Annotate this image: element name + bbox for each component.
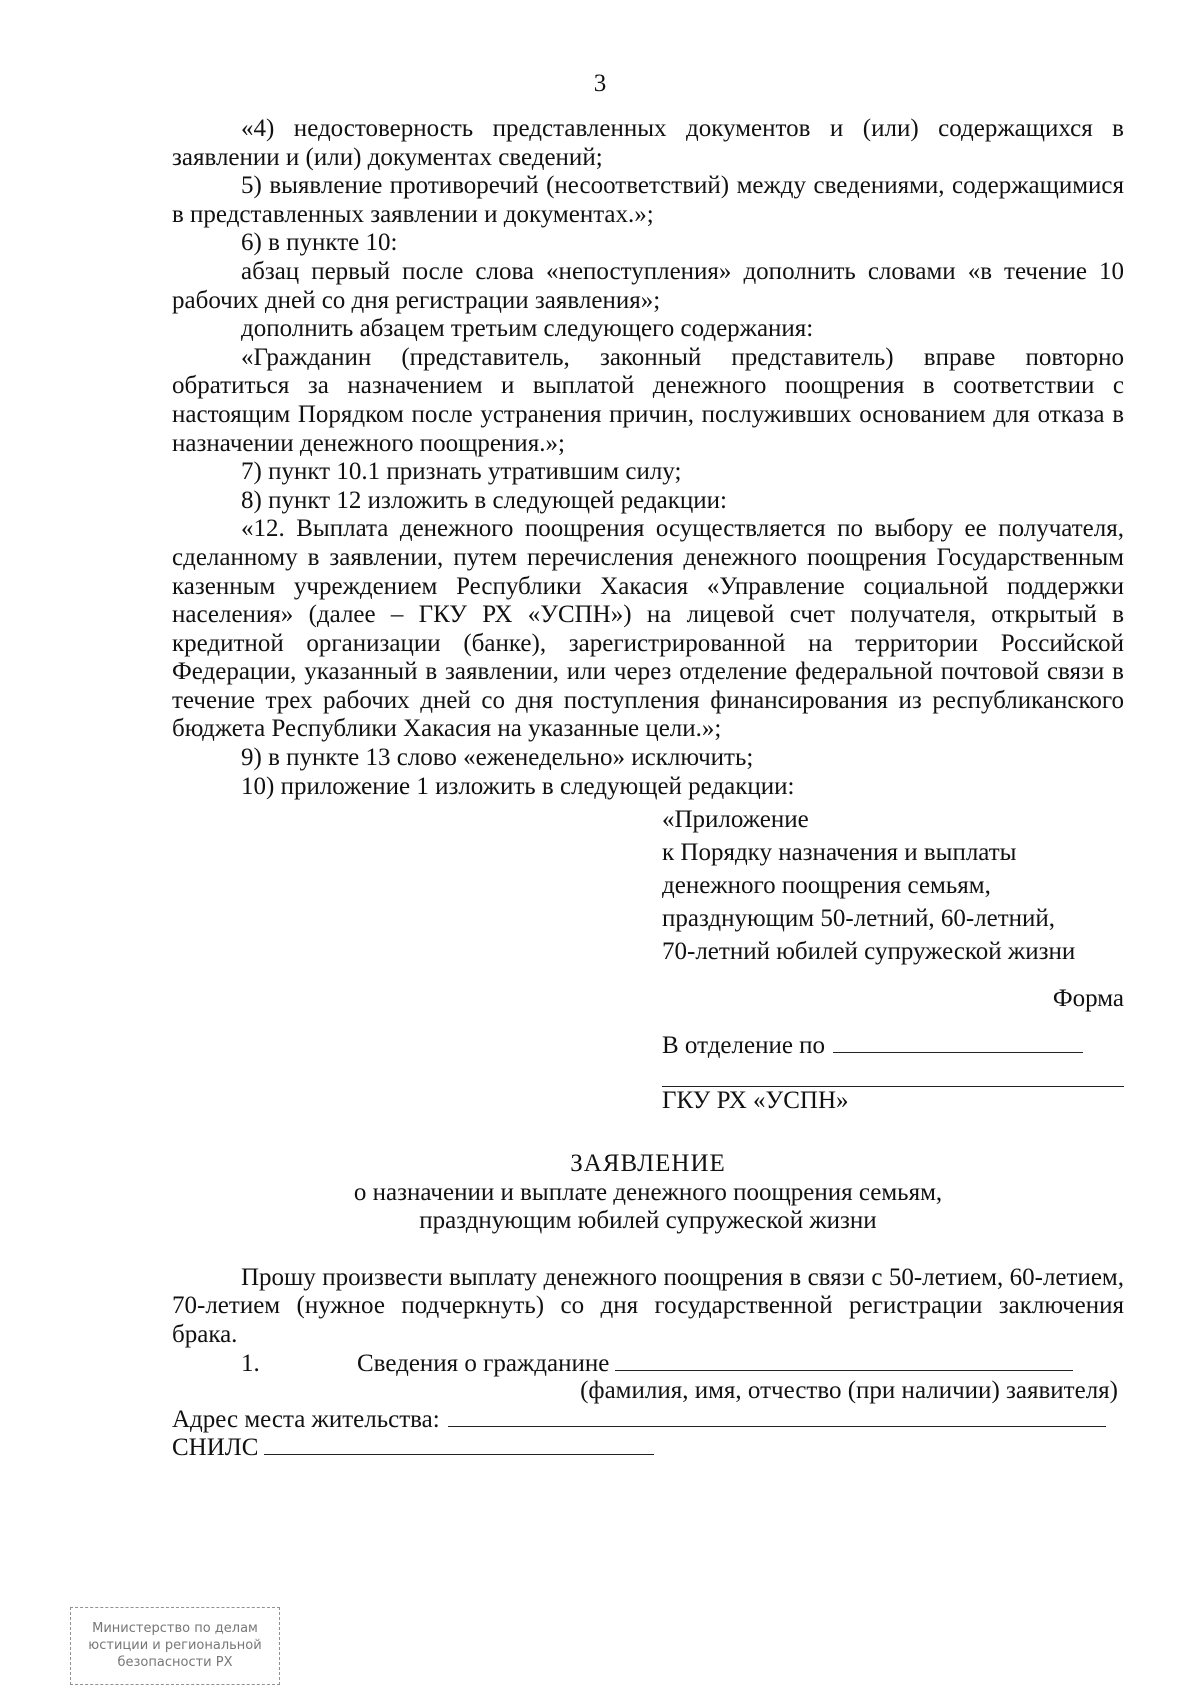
snils-label: СНИЛС [172,1434,259,1462]
statement-request: Прошу произвести выплату денежного поощрения в связи с 50-летием, 60-летием, 70-летием (нужное подчеркнуть) со дня государственной регистрации заключения брака. [172,1263,1124,1348]
document-body [172,115,1124,1463]
ministry-stamp [70,1607,280,1685]
snils-field-row [172,1434,1124,1463]
address-field-row [172,1406,1124,1435]
addressee-org: ГКУ РХ «УСПН» [662,1087,849,1115]
appendix-header [662,803,1124,968]
citizen-label: Сведения о гражданине [357,1349,610,1377]
paragraph-item-8: 8) пункт 12 изложить в следующей редакции: [241,486,727,514]
department-blank[interactable] [833,1032,1083,1053]
department-blank-2[interactable] [662,1066,1124,1087]
paragraph-item-7: 7) пункт 10.1 признать утратившим силу; [241,458,682,486]
paragraph-item-9: 9) в пункте 13 слово «еженедельно» исключить; [241,744,754,772]
paragraph-first-abzac: абзац первый после слова «непоступления» дополнить словами «в течение 10 рабочих дней со дня регистрации заявления»; [172,257,1124,314]
stamp-line: Министерство по делам [92,1621,258,1636]
page-number: 3 [593,70,607,97]
address-blank[interactable] [448,1406,1106,1427]
citizen-field-row [172,1350,1124,1379]
addressee-prefix: В отделение по [662,1031,826,1059]
statement-subtitle: о назначении и выплате денежного поощрения семьям, [353,1178,943,1206]
appendix-line: денежного поощрения семьям, [662,872,991,900]
appendix-line: «Приложение [662,806,809,834]
paragraph-item-6: 6) в пункте 10: [241,229,398,257]
paragraph-item-4: «4) недостоверность представленных документов и (или) содержащихся в заявлении и (или) документах сведений; [172,115,1124,171]
addressee-block [662,1032,1124,1116]
paragraph-clause-12: «12. Выплата денежного поощрения осуществляется по выбору ее получателя, сделанному в заявлении, путем перечисления денежного поощрения Государственным казенным учреждением Республики Хакасия «Управление социальной поддержки населения» (далее – ГКУ РХ «УСПН») на лицевой счет получателя, открытый в кредитной организации (банке), зарегистрированной на территории Российской Федерации, указанный в заявлении, или через отделение федеральной почтовой связи в течение трех рабочих дней со дня поступления финансирования из республиканского бюджета Республики Хакасия на указанные цели.»; [172,515,1124,743]
address-label: Адрес места жительства: [172,1405,440,1433]
form-label: Форма [1052,985,1124,1013]
appendix-line: 70-летний юбилей супружеской жизни [662,938,1076,966]
item-number: 1. [241,1349,260,1377]
paragraph-citizen-right: «Гражданин (представитель, законный представитель) вправе повторно обратиться за назначением и выплатой денежного поощрения в соответствии с настоящим Порядком после устранения причин, послуживших основанием для отказа в назначении денежного поощрения.»; [172,343,1124,457]
appendix-line: празднующим 50-летний, 60-летний, [662,905,1056,933]
stamp-line: юстиции и региональной [88,1638,262,1653]
snils-blank[interactable] [264,1434,654,1455]
citizen-hint: (фамилия, имя, отчество (при наличии) заявителя) [580,1377,1118,1405]
paragraph-item-5: 5) выявление противоречий (несоответствий) между сведениями, содержащимися в представленных заявлении и документах.»; [172,172,1124,228]
paragraph-item-10: 10) приложение 1 изложить в следующей редакции: [241,772,795,800]
appendix-line: к Порядку назначения и выплаты [662,839,1017,867]
citizen-name-blank[interactable] [615,1350,1073,1371]
statement-title: ЗАЯВЛЕНИЕ [570,1150,726,1178]
statement-subtitle: празднующим юбилей супружеской жизни [419,1207,877,1235]
stamp-line: безопасности РХ [117,1655,233,1670]
paragraph-add-third: дополнить абзацем третьим следующего содержания: [241,315,814,343]
